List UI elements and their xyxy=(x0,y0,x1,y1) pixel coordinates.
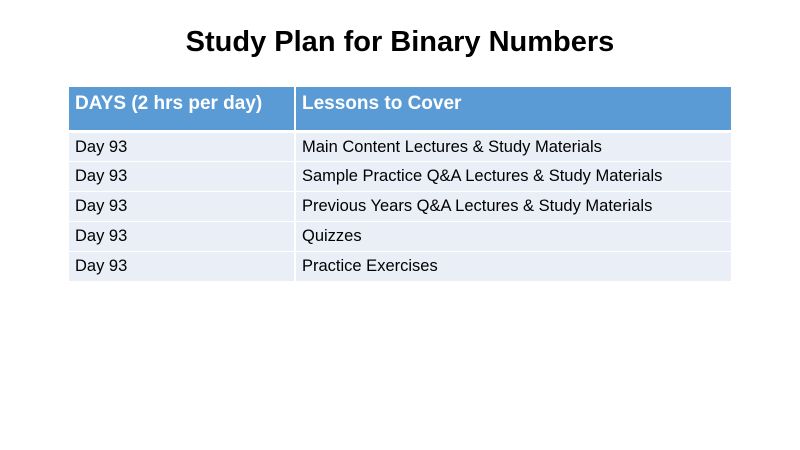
study-plan-table xyxy=(69,87,731,282)
cell-lesson: Previous Years Q&A Lectures & Study Materials xyxy=(295,191,731,221)
table-row xyxy=(69,161,731,191)
cell-lesson: Main Content Lectures & Study Materials xyxy=(295,131,731,161)
cell-day: Day 93 xyxy=(69,191,295,221)
table-row xyxy=(69,221,731,251)
header-lessons: Lessons to Cover xyxy=(295,87,731,131)
cell-day: Day 93 xyxy=(69,161,295,191)
cell-lesson: Quizzes xyxy=(295,221,731,251)
table-row xyxy=(69,251,731,281)
cell-lesson: Practice Exercises xyxy=(295,251,731,281)
slide-title: Study Plan for Binary Numbers xyxy=(185,26,615,58)
table-row xyxy=(69,191,731,221)
cell-lesson: Sample Practice Q&A Lectures & Study Materials xyxy=(295,161,731,191)
cell-day: Day 93 xyxy=(69,221,295,251)
cell-day: Day 93 xyxy=(69,251,295,281)
table-header-row xyxy=(69,87,731,131)
header-days: DAYS (2 hrs per day) xyxy=(69,87,295,131)
table-row xyxy=(69,131,731,161)
cell-day: Day 93 xyxy=(69,131,295,161)
